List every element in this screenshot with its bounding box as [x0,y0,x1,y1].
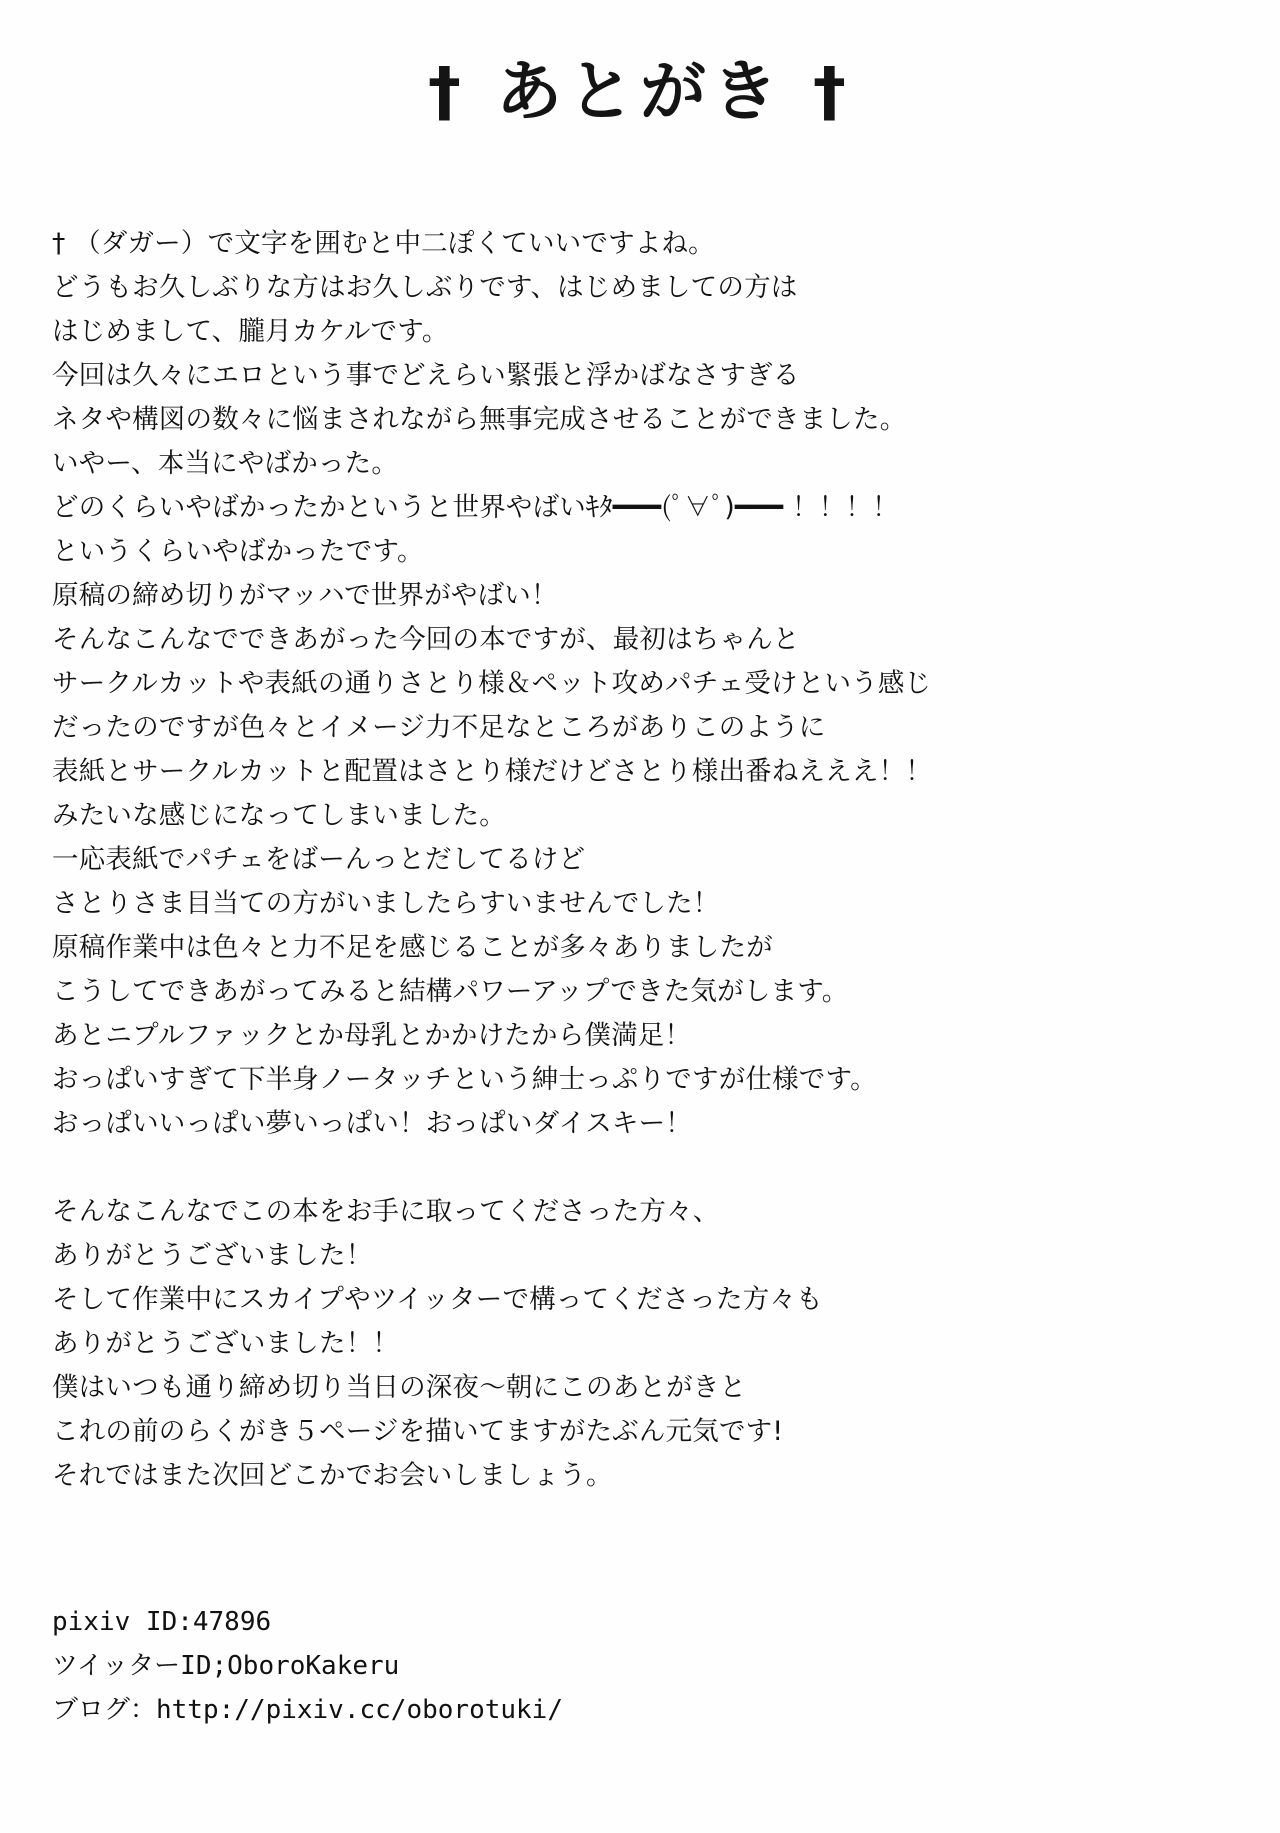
contact-info [52,1600,1232,1732]
text-line: どうもお久しぶりな方はお久しぶりです、はじめましての方は [52,272,798,303]
text-line: 原稿作業中は色々と力不足を感じることが多々ありましたが [52,932,773,963]
twitter-id-line: ツイッターID;OboroKakeru [52,1651,400,1681]
text-line: ありがとうございました！ [52,1240,373,1271]
text-line: おっぱいすぎて下半身ノータッチという紳士っぷりですが仕様です。 [52,1064,877,1095]
paragraph-thanks [52,1190,1232,1498]
text-line: そんなこんなでこの本をお手に取ってくださった方々、 [52,1196,720,1227]
text-line: そんなこんなでできあがった今回の本ですが、最初はちゃんと [52,624,800,655]
text-line: みたいな感じになってしまいました。 [52,800,506,831]
page-title: † あとがき † [428,53,852,130]
text-line: ありがとうございました！！ [52,1328,400,1359]
paragraph-spacer [52,1146,1232,1190]
text-line: ネタや構図の数々に悩まされながら無事完成させることができました。 [52,404,907,435]
paragraph-intro [52,222,1232,1146]
text-line: どのくらいやばかったかというと世界やばいｷﾀ━━━(ﾟ∀ﾟ)━━━ ！！！！ [52,492,899,523]
text-line: 僕はいつも通り締め切り当日の深夜〜朝にこのあとがきと [52,1372,747,1403]
blog-url-line: ブログ：http://pixiv.cc/oborotuki/ [52,1695,563,1725]
text-line: おっぱいいっぱい夢いっぱい！おっぱいダイスキー！ [52,1108,693,1139]
text-line: サークルカットや表紙の通りさとり様＆ペット攻めパチェ受けという感じ [52,668,932,699]
text-line: これの前のらくがき５ページを描いてますがたぶん元気です! [52,1416,784,1447]
text-line: 一応表紙でパチェをばーんっとだしてるけど [52,844,586,875]
text-line: そして作業中にスカイプやツイッターで構ってくださった方々も [52,1284,823,1315]
afterword-body [52,222,1232,1498]
text-line: あとニプルファックとか母乳とかかけたから僕満足！ [52,1020,692,1051]
text-line: いやー、本当にやばかった。 [52,448,399,479]
text-line: それではまた次回どこかでお会いしましょう。 [52,1460,613,1491]
text-line: † （ダガー）で文字を囲むと中二ぽくていいですよね。 [52,228,715,259]
text-line: さとりさま目当ての方がいましたらすいませんでした！ [52,888,720,919]
text-line: 表紙とサークルカットと配置はさとり様だけどさとり様出番ねえええ！！ [52,756,933,787]
text-line: だったのですが色々とイメージ力不足なところがありこのように [52,712,826,743]
pixiv-id-line: pixiv ID:47896 [52,1607,272,1637]
text-line: 原稿の締め切りがマッハで世界がやばい！ [52,580,558,611]
text-line: というくらいやばかったです。 [52,536,424,567]
text-line: 今回は久々にエロという事でどえらい緊張と浮かばなさすぎる [52,360,800,391]
text-line: こうしてできあがってみると結構パワーアップできた気がします。 [52,976,849,1007]
text-line: はじめまして、朧月カケルです。 [52,316,449,347]
